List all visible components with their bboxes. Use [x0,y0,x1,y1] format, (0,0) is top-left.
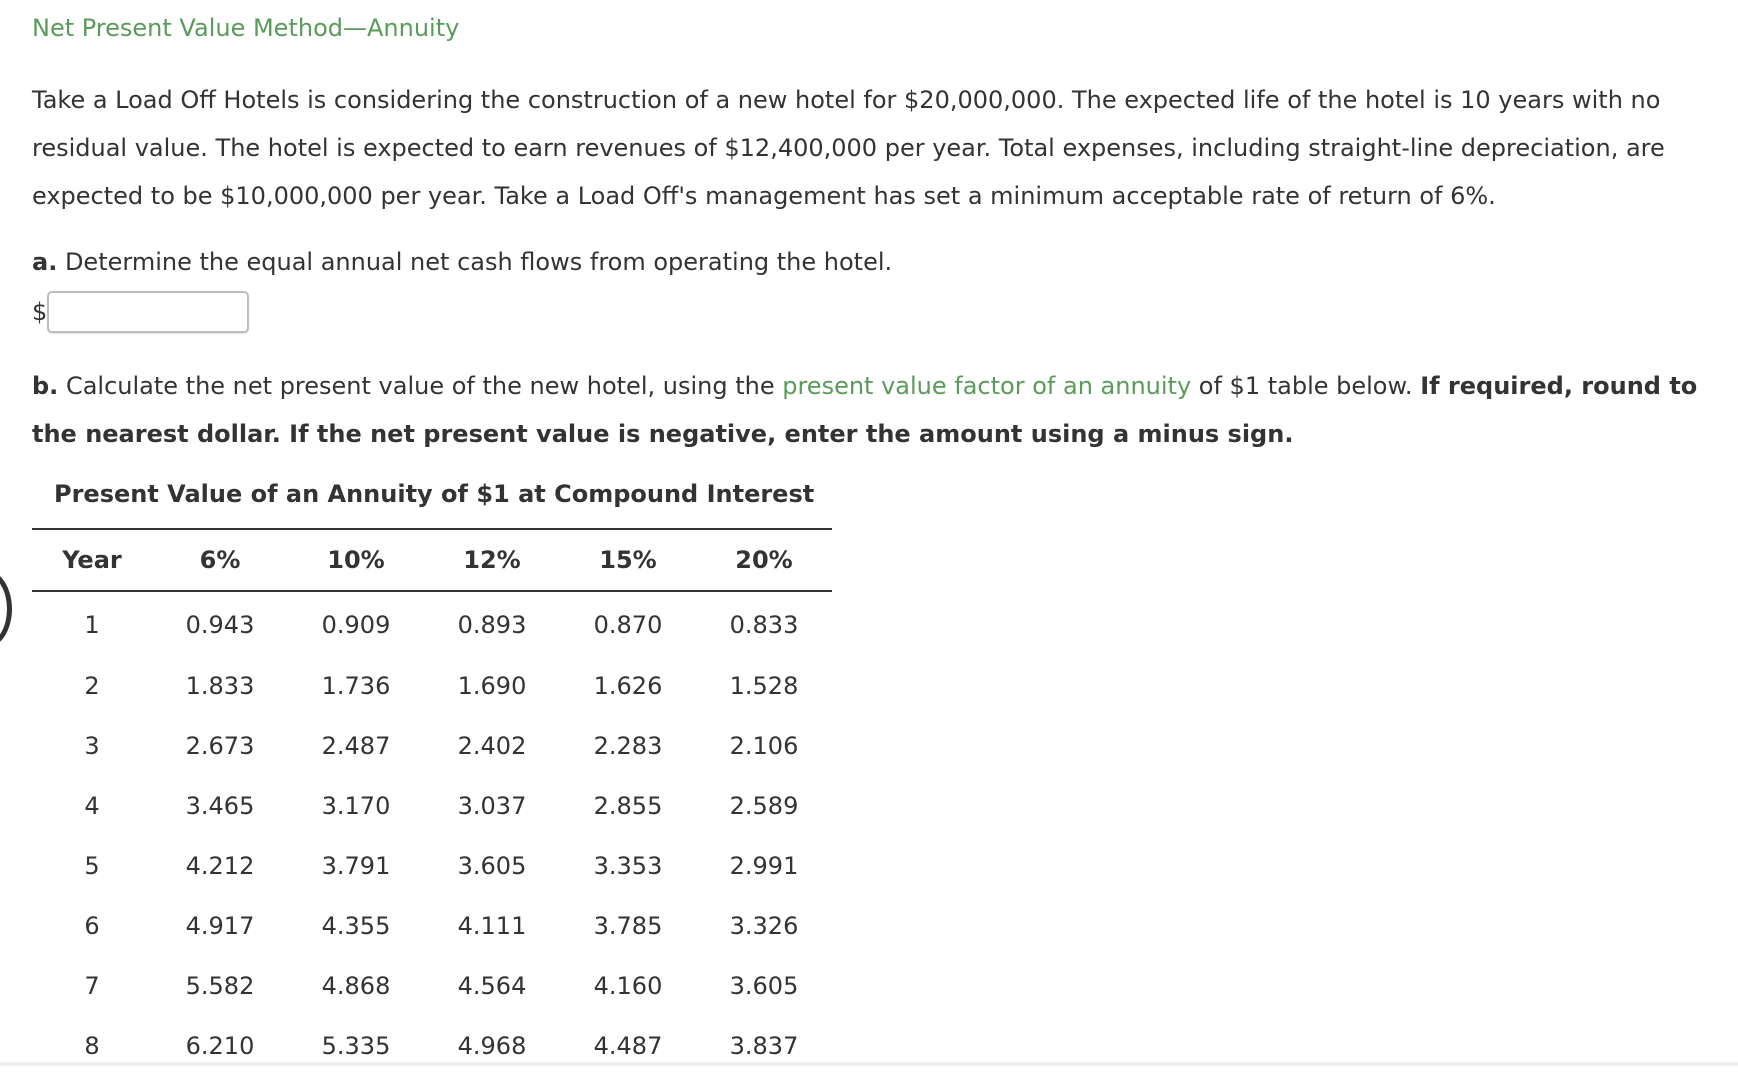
page-bottom-divider [0,1062,1738,1066]
table-header-row [32,529,832,591]
factor-cell: 2.673 [185,732,255,760]
year-cell: 1 [84,611,100,639]
currency-symbol: $ [32,298,48,326]
factor-cell: 3.605 [457,852,527,880]
factor-cell: 4.968 [457,1032,527,1060]
year-cell: 4 [84,792,100,820]
header-12-percent: 12% [424,529,560,591]
factor-cell: 3.605 [729,972,799,1000]
factor-cell: 3.170 [321,792,391,820]
factor-cell: 1.690 [457,672,527,700]
factor-cell: 3.037 [457,792,527,820]
pv-annuity-table [32,528,832,1076]
part-b-label: b. [32,372,59,400]
factor-cell: 2.991 [729,852,799,880]
header-10-percent: 10% [288,529,424,591]
factor-cell: 4.564 [457,972,527,1000]
factor-cell: 1.626 [593,672,663,700]
factor-cell: 0.943 [185,611,255,639]
factor-cell: 4.111 [457,912,527,940]
part-b-text-pre: Calculate the net present value of the new hotel, using the [65,372,775,400]
factor-cell: 0.893 [457,611,527,639]
factor-cell: 6.210 [185,1032,255,1060]
factor-cell: 5.582 [185,972,255,1000]
factor-cell: 4.487 [593,1032,663,1060]
header-6-percent: 6% [152,529,288,591]
part-b-instructions: If required, round to the nearest dollar. If the net present value is negative, enter the amount using a minus sign. [32,372,1698,448]
factor-cell: 4.917 [185,912,255,940]
part-a-question [32,248,892,276]
table-row [32,776,832,836]
table-row [32,656,832,716]
factor-cell: 2.106 [729,732,799,760]
pv-annuity-factor-link[interactable]: present value factor of an annuity [782,372,1192,400]
factor-cell: 3.353 [593,852,663,880]
factor-cell: 4.868 [321,972,391,1000]
annual-net-cash-flow-input[interactable] [47,291,249,333]
year-cell: 3 [84,732,100,760]
factor-cell: 2.283 [593,732,663,760]
factor-cell: 3.465 [185,792,255,820]
factor-cell: 3.326 [729,912,799,940]
factor-cell: 3.785 [593,912,663,940]
year-cell: 6 [84,912,100,940]
table-row [32,896,832,956]
part-a-text: Determine the equal annual net cash flows from operating the hotel. [64,248,893,276]
part-a-answer-row [32,291,249,333]
factor-cell: 2.855 [593,792,663,820]
year-cell: 2 [84,672,100,700]
factor-cell: 0.909 [321,611,391,639]
factor-cell: 2.487 [321,732,391,760]
table-row [32,591,832,656]
table-row [32,956,832,1016]
table-row [32,836,832,896]
factor-cell: 4.355 [321,912,391,940]
year-cell: 5 [84,852,100,880]
factor-cell: 1.833 [185,672,255,700]
header-year: Year [32,529,152,591]
partial-circle-marker [0,570,12,648]
problem-title: Net Present Value Method—Annuity [32,14,460,42]
factor-cell: 4.160 [593,972,663,1000]
header-20-percent: 20% [696,529,832,591]
factor-cell: 3.791 [321,852,391,880]
factor-cell: 1.528 [729,672,799,700]
part-b-text-post: of $1 table below. [1198,372,1413,400]
table-caption: Present Value of an Annuity of $1 at Compound Interest [54,480,815,508]
factor-cell: 3.837 [729,1032,799,1060]
problem-statement: Take a Load Off Hotels is considering the construction of a new hotel for $20,000,000. The expected life of the hotel is 10 years with no residual value. The hotel is expected to earn revenues of $12,400,000 per year. Total expenses, including straight-line depreciation, are expected to be $10,000,000 per year. Take a Load Off's management has set a minimum acceptable rate of return of 6%. [32,86,1665,210]
factor-cell: 0.833 [729,611,799,639]
factor-cell: 4.212 [185,852,255,880]
part-b-question [32,362,1737,458]
factor-cell: 1.736 [321,672,391,700]
factor-cell: 0.870 [593,611,663,639]
year-cell: 7 [84,972,100,1000]
factor-cell: 2.589 [729,792,799,820]
table-row [32,716,832,776]
factor-cell: 2.402 [457,732,527,760]
year-cell: 8 [84,1032,100,1060]
header-15-percent: 15% [560,529,696,591]
part-a-label: a. [32,248,58,276]
table-row [32,1016,832,1076]
factor-cell: 5.335 [321,1032,391,1060]
